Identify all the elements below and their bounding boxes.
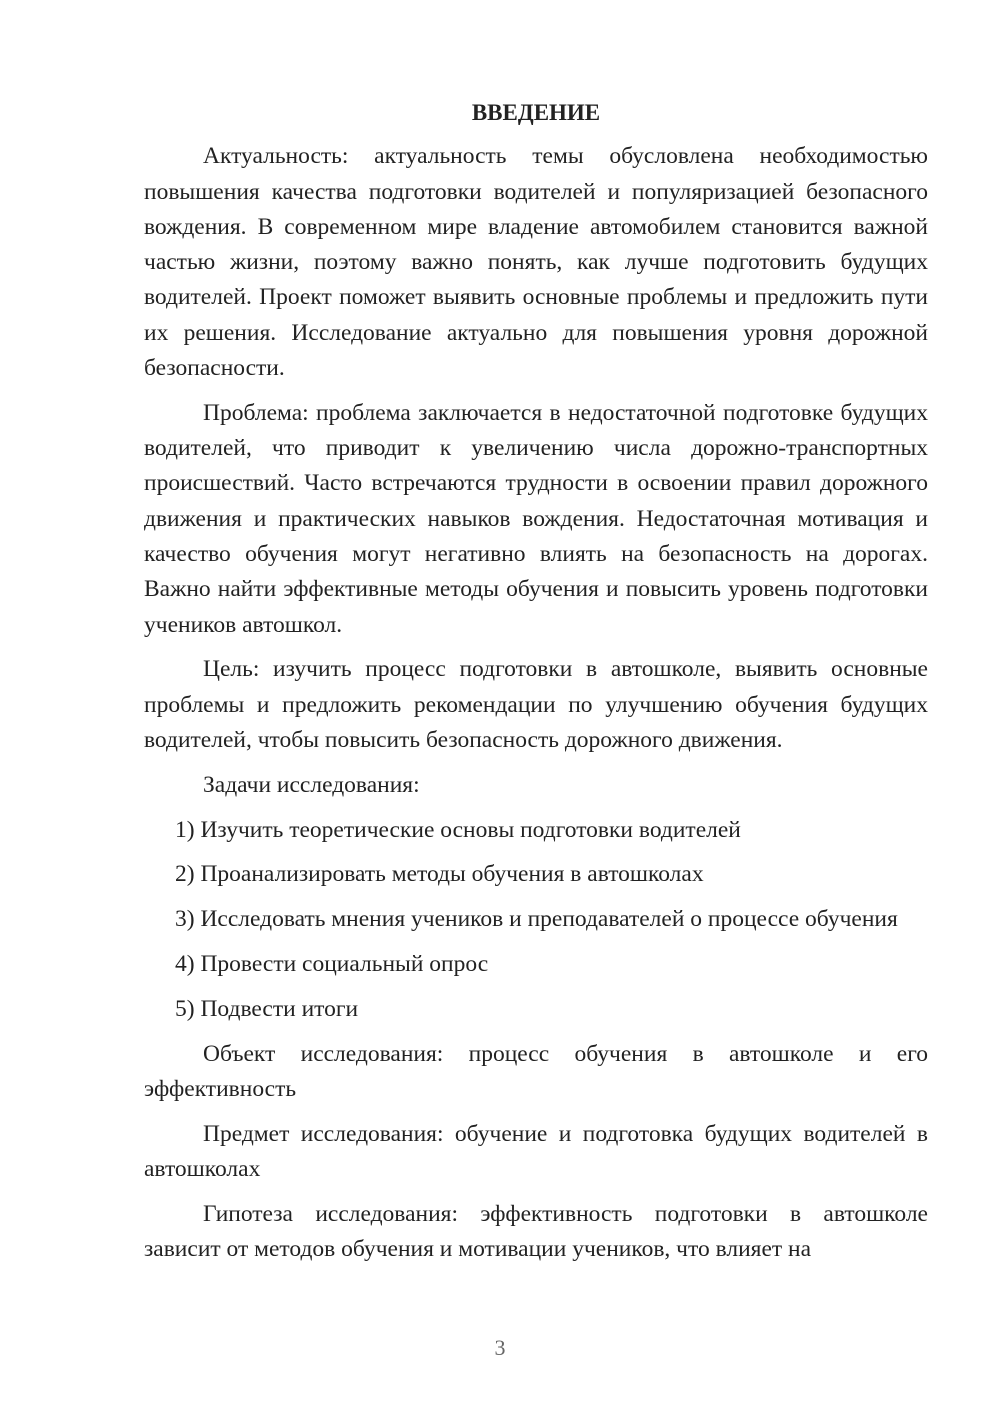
paragraph-relevance: Актуальность: актуальность темы обусловлена необходимостью повышения качества подготовки водителей и популяризацией безопасного вождения. В современном мире владение автомобилем становится важной частью жизни, поэтому важно понять, как лучше подготовить будущих водителей. Проект поможет выявить основные проблемы и предложить пути их решения. Исследование актуально для повышения уровня дорожной безопасности. bbox=[144, 143, 928, 382]
section-title: ВВЕДЕНИЕ bbox=[471, 100, 601, 125]
list-item: 4) Провести социальный опрос bbox=[175, 951, 489, 978]
paragraph-goal: Цель: изучить процесс подготовки в автошколе, выявить основные проблемы и предложить рекомендации по улучшению обучения будущих водителей, чтобы повысить безопасность дорожного движения. bbox=[144, 656, 928, 754]
page-number: 3 bbox=[494, 1335, 506, 1360]
list-item: 5) Подвести итоги bbox=[175, 995, 359, 1022]
paragraph-subject: Предмет исследования: обучение и подготовка будущих водителей в автошколах bbox=[144, 1120, 928, 1183]
paragraph-problem: Проблема: проблема заключается в недостаточной подготовке будущих водителей, что приводит к увеличению числа дорожно-транспортных происшествий. Часто встречаются трудности в освоении правил дорожного движения и практических навыков вождения. Недостаточная мотивация и качество обучения могут негативно влиять на безопасность на дорогах. Важно найти эффективные методы обучения и повысить уровень подготовки учеников автошкол. bbox=[144, 399, 928, 638]
paragraph-hypothesis: Гипотеза исследования: эффективность подготовки в автошколе зависит от методов обучения и мотивации учеников, что влияет на bbox=[144, 1200, 928, 1263]
paragraph-object: Объект исследования: процесс обучения в автошколе и его эффективность bbox=[144, 1040, 928, 1102]
page-content bbox=[144, 95, 928, 1277]
list-item: 3) Исследовать мнения учеников и преподавателей о процессе обучения bbox=[175, 906, 898, 933]
list-item: 1) Изучить теоретические основы подготовки водителей bbox=[175, 816, 741, 843]
list-item: 2) Проанализировать методы обучения в автошколах bbox=[175, 861, 704, 888]
tasks-heading: Задачи исследования: bbox=[203, 771, 420, 798]
tasks-list bbox=[144, 813, 928, 1027]
